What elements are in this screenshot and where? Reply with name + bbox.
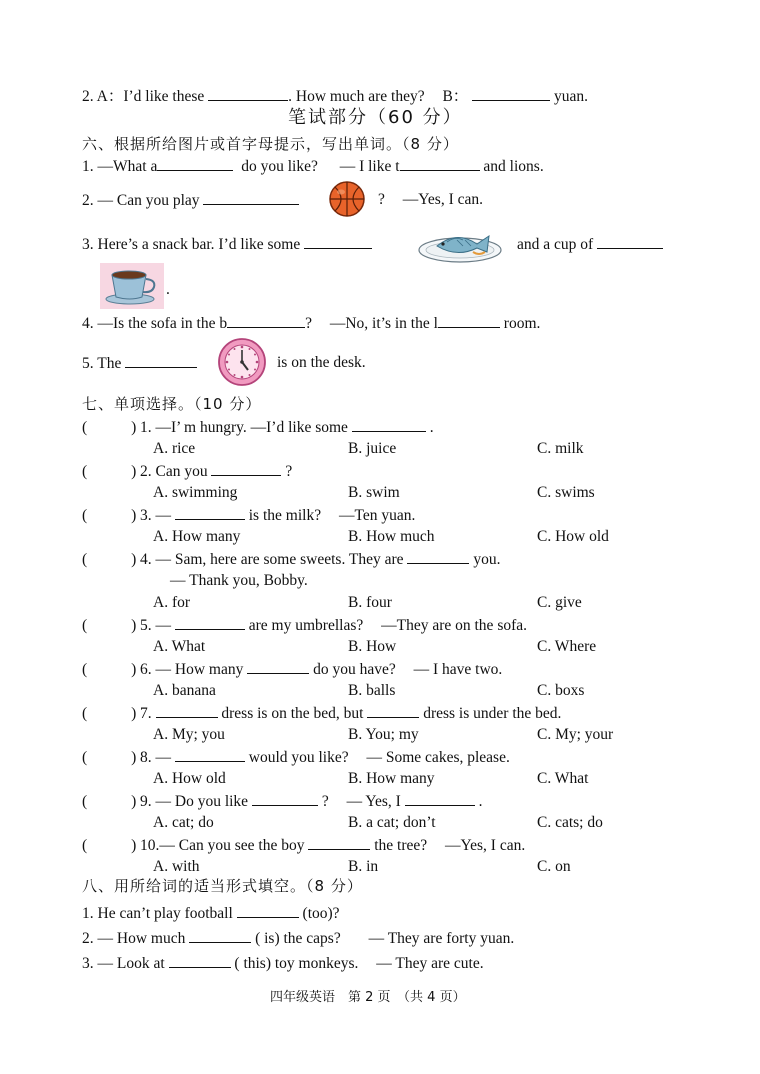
option-b[interactable]: B. How — [348, 638, 397, 655]
question-stem: —Ten yuan. — [338, 507, 416, 524]
option-b[interactable]: B. How much — [348, 528, 435, 545]
question-stem: —I’d like some — [250, 419, 348, 436]
fish-plate-icon — [417, 222, 503, 264]
answer-paren[interactable] — [82, 792, 140, 812]
s8-question-2: 2. — How much ( is) the caps? — They are forty yuan. — [82, 930, 515, 947]
question-stem: ? — [285, 463, 293, 480]
option-a[interactable]: A. How many — [153, 528, 241, 545]
answer-blank[interactable] — [597, 234, 663, 249]
s6-question-5: 5. The — [82, 353, 197, 374]
option-b[interactable]: B. a cat; don’t — [348, 814, 436, 831]
option-a[interactable]: A. My; you — [153, 726, 225, 743]
option-a[interactable]: A. rice — [153, 440, 196, 457]
question-stem: you. — [473, 551, 501, 568]
question-stem: is the milk? — [248, 507, 322, 524]
paren-open: ( — [82, 837, 88, 854]
paren-close: ) — [131, 463, 137, 480]
paren-open: ( — [82, 705, 88, 722]
option-c[interactable]: C. boxs — [537, 682, 585, 699]
answer-paren[interactable] — [82, 550, 140, 570]
paren-open: ( — [82, 507, 88, 524]
option-b[interactable]: B. balls — [348, 682, 396, 699]
question-stem: are my umbrellas? — [248, 617, 364, 634]
answer-blank[interactable] — [189, 928, 251, 943]
question-stem: 7. — [140, 705, 152, 722]
question-stem: 8. — — [140, 749, 171, 766]
coffee-cup-icon — [100, 263, 164, 309]
option-c[interactable]: C. milk — [537, 440, 584, 457]
mc-question-4 — [82, 549, 500, 570]
question-stem-line-2: — Thank you, Bobby. — [170, 572, 308, 589]
paren-close: ) — [131, 419, 137, 436]
question-stem: — I have two. — [413, 661, 503, 678]
mc-question-5 — [82, 615, 527, 636]
option-b[interactable]: B. four — [348, 594, 392, 611]
basketball-icon — [328, 180, 366, 218]
option-c[interactable]: C. Where — [537, 638, 597, 655]
option-a[interactable]: A. for — [153, 594, 191, 611]
clock-icon — [217, 337, 267, 387]
question-stem: do you have? — [313, 661, 396, 678]
option-a[interactable]: A. What — [153, 638, 206, 655]
paren-open: ( — [82, 463, 88, 480]
answer-blank[interactable] — [175, 747, 245, 762]
answer-blank[interactable] — [438, 313, 500, 328]
paren-close: ) — [131, 661, 137, 678]
paren-open: ( — [82, 661, 88, 678]
answer-blank[interactable] — [157, 156, 233, 171]
question-stem: — Yes, I — [346, 793, 401, 810]
question-stem: 2. Can you — [140, 463, 208, 480]
answer-paren[interactable] — [82, 506, 140, 526]
answer-blank[interactable] — [352, 417, 426, 432]
mc-question-2 — [82, 461, 292, 482]
page-footer: 四年级英语 第 2 页 （共 4 页） — [270, 990, 466, 1005]
question-stem: —Yes, I can. — [445, 837, 526, 854]
answer-blank[interactable] — [308, 835, 370, 850]
paren-close: ) — [131, 705, 137, 722]
paren-open: ( — [82, 419, 88, 436]
option-a[interactable]: A. How old — [153, 770, 226, 787]
question-stem: dress is on the bed, but — [221, 705, 364, 722]
s6-question-4: 4. —Is the sofa in the b ? —No, it’s in the l room. — [82, 315, 541, 332]
answer-paren[interactable] — [82, 462, 140, 482]
answer-blank[interactable] — [237, 903, 299, 918]
answer-blank[interactable] — [203, 190, 299, 205]
answer-paren[interactable] — [82, 704, 140, 724]
question-stem: 5. — — [140, 617, 171, 634]
mc-question-7 — [82, 703, 561, 724]
answer-blank[interactable] — [169, 953, 231, 968]
paren-open: ( — [82, 551, 88, 568]
answer-paren[interactable] — [82, 616, 140, 636]
mc-question-6 — [82, 659, 502, 680]
paren-open: ( — [82, 793, 88, 810]
option-a[interactable]: A. swimming — [153, 484, 238, 501]
option-c[interactable]: C. My; your — [537, 726, 614, 743]
section-7-heading: 七、单项选择。（10 分） — [82, 395, 262, 413]
answer-paren[interactable] — [82, 748, 140, 768]
s8-question-3: 3. — Look at ( this) toy monkeys. — They are cute. — [82, 955, 484, 972]
question-stem: 3. — — [140, 507, 171, 524]
mc-question-3 — [82, 505, 415, 526]
option-b[interactable]: B. juice — [348, 440, 397, 457]
mc-question-8 — [82, 747, 510, 768]
option-b[interactable]: B. swim — [348, 484, 400, 501]
answer-blank[interactable] — [472, 86, 550, 101]
question-stem: 4. — Sam, here are some sweets. They are — [140, 551, 404, 568]
question-stem: 1. —I’ m hungry. — [140, 419, 247, 436]
option-a[interactable]: A. banana — [153, 682, 216, 699]
prev-question-2: 2. A：I’d like these . How much are they? B： yuan. — [82, 88, 589, 105]
paren-close: ) — [131, 749, 137, 766]
option-a[interactable]: A. with — [153, 858, 200, 875]
answer-blank[interactable] — [405, 791, 475, 806]
question-stem: would you like? — [248, 749, 349, 766]
answer-blank[interactable] — [247, 659, 309, 674]
answer-blank[interactable] — [175, 505, 245, 520]
s6-question-2: 2. — Can you play — [82, 190, 299, 211]
paren-close: ) — [131, 837, 137, 854]
answer-blank[interactable] — [227, 313, 305, 328]
answer-blank[interactable] — [252, 791, 318, 806]
option-c[interactable]: C. on — [537, 858, 571, 875]
question-stem: —They are on the sofa. — [381, 617, 528, 634]
answer-blank[interactable] — [125, 353, 197, 368]
option-c[interactable]: C. What — [537, 770, 589, 787]
question-stem: — Some cakes, please. — [366, 749, 510, 766]
s6-question-3-end: and a cup of — [517, 234, 663, 255]
answer-blank[interactable] — [211, 461, 281, 476]
s6-question-2-end: ? —Yes, I can. — [378, 191, 483, 208]
mc-question-10 — [82, 835, 525, 856]
paren-close: ) — [131, 507, 137, 524]
answer-paren[interactable] — [82, 660, 140, 680]
question-stem: 9. — Do you like — [140, 793, 249, 810]
answer-blank[interactable] — [400, 156, 480, 171]
option-c[interactable]: C. swims — [537, 484, 595, 501]
s6-question-1: 1. —What a do you like? — I like t and lions. — [82, 158, 544, 175]
answer-paren[interactable] — [82, 418, 140, 438]
question-stem: 6. — How many — [140, 661, 244, 678]
section-title: 笔试部分（60 分） — [288, 107, 463, 128]
question-stem: . — [429, 419, 434, 436]
option-c[interactable]: C. give — [537, 594, 582, 611]
option-c[interactable]: C. How old — [537, 528, 609, 545]
paren-open: ( — [82, 617, 88, 634]
answer-blank[interactable] — [304, 234, 372, 249]
answer-paren[interactable] — [82, 836, 140, 856]
question-stem: 10.— Can you see the boy — [140, 837, 305, 854]
answer-blank[interactable] — [407, 549, 469, 564]
mc-question-1 — [82, 417, 434, 438]
answer-blank[interactable] — [175, 615, 245, 630]
option-b[interactable]: B. You; my — [348, 726, 419, 743]
answer-blank[interactable] — [367, 703, 419, 718]
s6-question-5-end: is on the desk. — [277, 354, 366, 371]
answer-blank[interactable] — [208, 86, 288, 101]
s6-question-3-period: . — [166, 281, 170, 298]
option-a[interactable]: A. cat; do — [153, 814, 214, 831]
answer-blank[interactable] — [156, 703, 218, 718]
section-6-heading: 六、根据所给图片或首字母提示，写出单词。（8 分） — [82, 135, 459, 153]
s8-question-1: 1. He can’t play football (too)? — [82, 905, 340, 922]
option-b[interactable]: B. in — [348, 858, 379, 875]
question-stem: dress is under the bed. — [423, 705, 562, 722]
option-c[interactable]: C. cats; do — [537, 814, 603, 831]
paren-close: ) — [131, 793, 137, 810]
question-stem: the tree? — [374, 837, 428, 854]
s6-question-3: 3. Here’s a snack bar. I’d like some — [82, 234, 372, 255]
paren-open: ( — [82, 749, 88, 766]
section-8-heading: 八、用所给词的适当形式填空。（8 分） — [82, 877, 363, 895]
paren-close: ) — [131, 617, 137, 634]
question-stem: . — [478, 793, 483, 810]
paren-close: ) — [131, 551, 137, 568]
mc-question-9 — [82, 791, 482, 812]
option-b[interactable]: B. How many — [348, 770, 435, 787]
question-stem: ? — [321, 793, 329, 810]
